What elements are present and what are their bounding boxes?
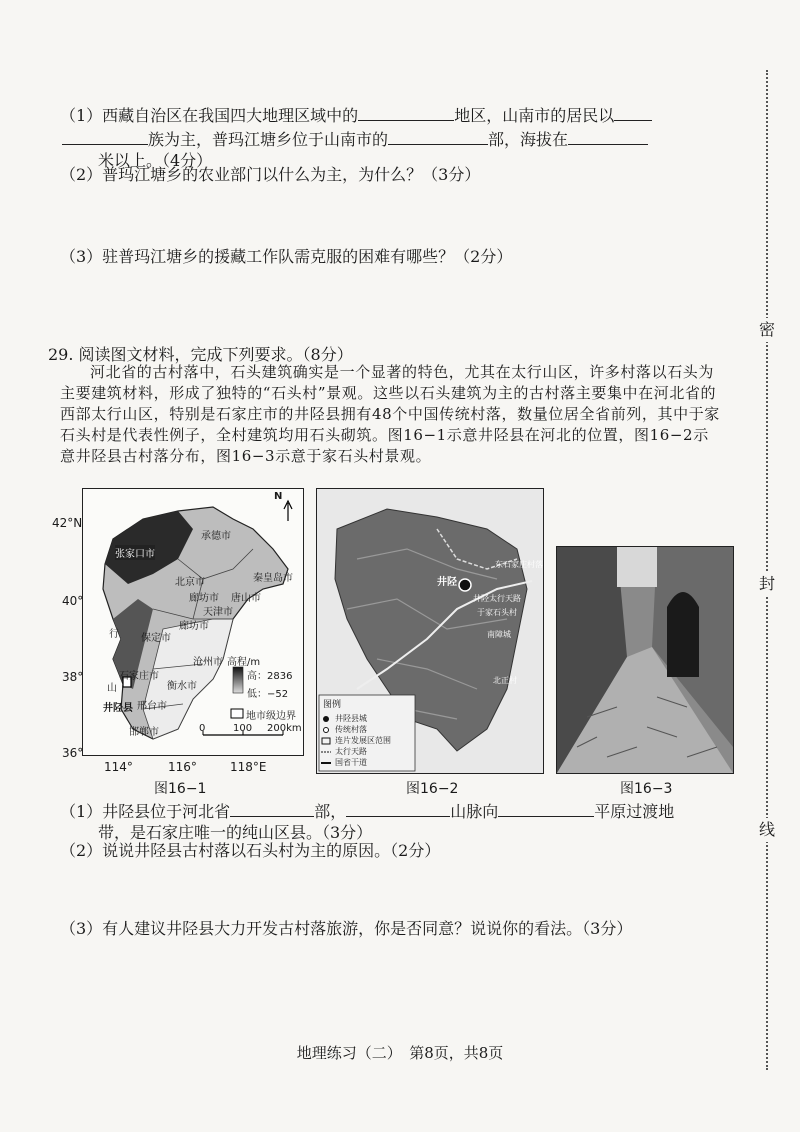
q28-part1-text-d: 部，海拔在 xyxy=(488,130,569,149)
q28-part2: （2）普玛江塘乡的农业部门以什么为主，为什么？（3分） xyxy=(60,165,481,184)
answer-blank[interactable] xyxy=(346,800,450,817)
figure-16-2-map xyxy=(316,488,544,774)
map-label: 北正村 xyxy=(493,676,517,685)
legend-boundary: 地市级边界 xyxy=(246,711,296,722)
city-label: 天津市 xyxy=(203,607,233,618)
map-label: 东石家庄村落 xyxy=(495,560,543,569)
q29-part1-text-a: （1）井陉县位于河北省 xyxy=(60,802,231,821)
answer-blank[interactable] xyxy=(388,128,488,145)
lon-label: 118°E xyxy=(230,760,267,774)
county-seat-marker xyxy=(459,579,471,591)
answer-blank[interactable] xyxy=(568,128,648,145)
q29-part1-text-b: 部， xyxy=(314,802,347,821)
legend-item: 太行天路 xyxy=(335,747,367,756)
jingxing-label: 井陉县 xyxy=(103,703,133,714)
lat-label: 36° xyxy=(62,746,84,760)
city-label: 廊坊市 xyxy=(189,593,219,604)
boundary-legend-swatch xyxy=(231,709,243,718)
city-label: 邢台市 xyxy=(137,701,167,712)
answer-blank[interactable] xyxy=(614,104,652,121)
answer-blank[interactable] xyxy=(498,800,594,817)
taihang-label-shan: 山 xyxy=(107,683,117,694)
q28-part1-line2 xyxy=(60,128,648,151)
city-label: 邯郸市 xyxy=(129,727,159,738)
answer-blank[interactable] xyxy=(230,800,314,817)
legend-item: 井陉县城 xyxy=(335,714,367,723)
scale-label: 0 xyxy=(199,723,206,734)
figure-16-3-photo xyxy=(556,546,734,774)
city-label: 秦皇岛市 xyxy=(253,573,293,584)
q29-part3: （3）有人建议井陉县大力开发古村落旅游，你是否同意？说说你的看法。（3分） xyxy=(60,919,633,938)
binding-dotted-line xyxy=(766,70,768,1070)
q28-part1-text-b: 地区，山南市的居民以 xyxy=(454,106,615,125)
lon-label: 116° xyxy=(168,760,197,774)
q28-part3: （3）驻普玛江塘乡的援藏工作队需克服的困难有哪些？（2分） xyxy=(60,247,513,266)
q29-material xyxy=(60,362,720,467)
city-label: 沧州市 xyxy=(193,657,223,668)
city-label: 石家庄市 xyxy=(119,671,159,682)
q29-title: 29. 阅读图文材料，完成下列要求。（8分） xyxy=(48,345,353,364)
scale-label: 200km xyxy=(267,723,302,734)
map-label: 井陉太行天路 xyxy=(473,594,521,603)
q28-part1-text-a: （1）西藏自治区在我国四大地理区域中的 xyxy=(60,106,359,125)
lon-label: 114° xyxy=(104,760,133,774)
lat-label: 40° xyxy=(62,594,84,608)
city-label: 承德市 xyxy=(201,531,231,542)
city-label: 保定市 xyxy=(141,633,171,644)
city-label: 廊坊市 xyxy=(179,621,209,632)
taihang-label-xing: 行 xyxy=(109,629,119,640)
city-label: 北京市 xyxy=(175,577,205,588)
map-label: 井陉 xyxy=(437,577,457,588)
map-label: 于家石头村 xyxy=(477,608,517,617)
figure-16-1-caption: 图16−1 xyxy=(154,781,207,797)
q29-material-text: 河北省的古村落中，石头建筑确实是一个显著的特色，尤其在太行山区，许多村落以石头为主要建筑材料，形成了独特的“石头村”景观。这些以石头建筑为主的古村落主要集中在河北省的西部太行山区，特别是石家庄市的井陉县拥有48个中国传统村落，数量位居全省前列，其中于家石头村是代表性例子，全村建筑均用石头砌筑。图16−1示意井陉县在河北的位置，图16−2示意井陉县古村落分布，图16−3示意于家石头村景观。 xyxy=(60,363,720,465)
page-footer: 地理练习（二） 第8页，共8页 xyxy=(296,1044,504,1062)
q29-part2: （2）说说井陉县古村落以石头村为主的原因。（2分） xyxy=(60,841,441,860)
binding-char-xian: 线 xyxy=(754,818,780,842)
figure-16-1-map xyxy=(82,488,304,756)
answer-blank[interactable] xyxy=(62,128,148,145)
q28-part1-text-c: 族为主，普玛江塘乡位于山南市的 xyxy=(148,130,389,149)
q29-part1-text-c: 山脉向 xyxy=(450,802,499,821)
elevation-legend-ramp xyxy=(233,667,243,693)
lat-label: 42°N xyxy=(52,516,83,530)
figure-16-3-caption: 图16−3 xyxy=(620,781,673,797)
legend-title: 图例 xyxy=(323,700,342,710)
map-label: 南障城 xyxy=(487,630,511,639)
city-label: 衡水市 xyxy=(167,681,197,692)
q28-part1-line3: 米以上。（4分） xyxy=(98,151,213,170)
stone-village-photo xyxy=(557,547,733,773)
legend-item: 国省干道 xyxy=(335,758,367,767)
binding-char-feng: 封 xyxy=(754,572,780,596)
legend-item: 传统村落 xyxy=(335,725,367,734)
lat-label: 38° xyxy=(62,670,84,684)
q29-part1-line1 xyxy=(60,800,674,823)
north-label: N xyxy=(274,491,283,502)
legend-high: 高：2836 xyxy=(247,671,293,682)
legend-low: 低：−52 xyxy=(247,689,289,700)
legend-item: 连片发展区范围 xyxy=(335,736,391,745)
scale-label: 100 xyxy=(233,723,253,734)
q28-part1-line1 xyxy=(60,104,652,127)
binding-char-mi: 密 xyxy=(754,318,780,342)
legend-title: 高程/m xyxy=(227,657,261,668)
q29-part1-text-d: 平原过渡地 xyxy=(594,802,675,821)
city-label: 张家口市 xyxy=(115,545,155,560)
answer-blank[interactable] xyxy=(358,104,454,121)
figure-16-2-caption: 图16−2 xyxy=(406,781,459,797)
city-label: 唐山市 xyxy=(231,593,261,604)
q29-part1-line2: 带，是石家庄唯一的纯山区县。（3分） xyxy=(98,823,373,842)
